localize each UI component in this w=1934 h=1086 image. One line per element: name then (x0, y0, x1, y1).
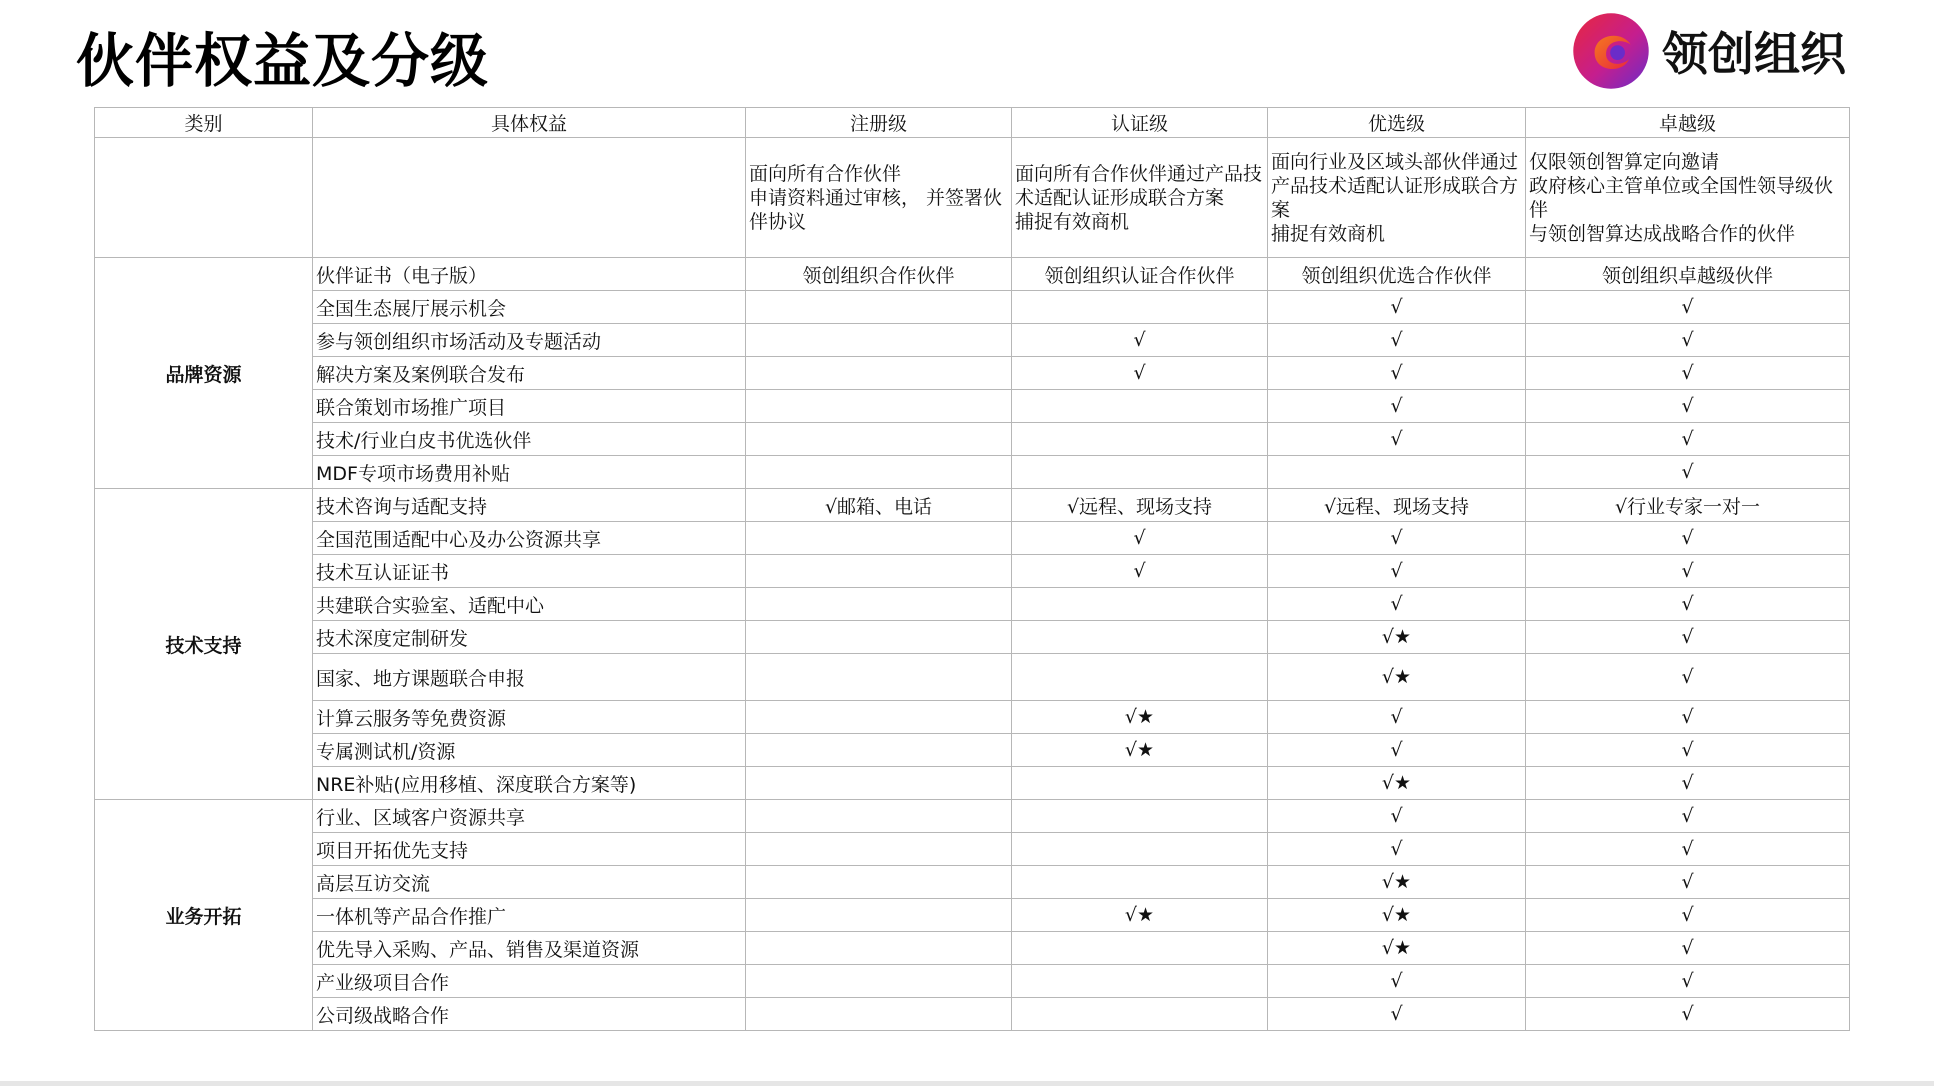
header-excellent-level: 卓越级 (1526, 108, 1850, 138)
desc-line: 与领创智算达成战略合作的伙伴 (1529, 222, 1796, 245)
preferred-cell: 领创组织优选合作伙伴 (1268, 258, 1526, 291)
benefits-table (94, 107, 1850, 1031)
certified-cell: √远程、现场支持 (1012, 489, 1268, 522)
excellent-cell: 领创组织卓越级伙伴 (1526, 258, 1850, 291)
preferred-cell: √ (1268, 701, 1526, 734)
level-description-row (95, 138, 1850, 258)
table-header-row (95, 108, 1850, 138)
desc-line: 捕捉有效商机 (1015, 210, 1130, 233)
desc-certified (1012, 138, 1268, 258)
header-preferred-level: 优选级 (1268, 108, 1526, 138)
table-row (95, 621, 1850, 654)
preferred-cell: √★ (1268, 621, 1526, 654)
excellent-cell: √ (1526, 998, 1850, 1031)
certified-cell: √ (1012, 522, 1268, 555)
register-cell (746, 324, 1012, 357)
register-cell (746, 555, 1012, 588)
brand-name: 领创组织 (1662, 27, 1846, 81)
certified-cell (1012, 654, 1268, 701)
benefit-cell: 国家、地方课题联合申报 (313, 654, 746, 701)
register-cell (746, 998, 1012, 1031)
excellent-cell: √ (1526, 833, 1850, 866)
preferred-cell: √ (1268, 734, 1526, 767)
desc-register (746, 138, 1012, 258)
preferred-cell: √ (1268, 800, 1526, 833)
preferred-cell: √★ (1268, 866, 1526, 899)
benefit-cell: 技术咨询与适配支持 (313, 489, 746, 522)
register-cell (746, 423, 1012, 456)
desc-preferred (1268, 138, 1526, 258)
excellent-cell: √ (1526, 390, 1850, 423)
preferred-cell: √ (1268, 998, 1526, 1031)
preferred-cell: √ (1268, 291, 1526, 324)
register-cell: 领创组织合作伙伴 (746, 258, 1012, 291)
excellent-cell: √ (1526, 621, 1850, 654)
excellent-cell: √ (1526, 456, 1850, 489)
benefit-cell: 全国范围适配中心及办公资源共享 (313, 522, 746, 555)
category-tech: 技术支持 (95, 489, 313, 800)
excellent-cell: √ (1526, 324, 1850, 357)
preferred-cell: √ (1268, 324, 1526, 357)
excellent-cell: √ (1526, 654, 1850, 701)
benefit-cell: 伙伴证书（电子版） (313, 258, 746, 291)
excellent-cell: √ (1526, 734, 1850, 767)
benefit-cell: 技术深度定制研发 (313, 621, 746, 654)
table-row (95, 522, 1850, 555)
table-row (95, 701, 1850, 734)
certified-cell (1012, 833, 1268, 866)
table-row (95, 588, 1850, 621)
header-benefit: 具体权益 (313, 108, 746, 138)
desc-empty (313, 138, 746, 258)
excellent-cell: √ (1526, 357, 1850, 390)
excellent-cell: √ (1526, 701, 1850, 734)
table-row (95, 324, 1850, 357)
certified-cell (1012, 291, 1268, 324)
slide-bottom-bar (0, 1081, 1934, 1086)
benefit-cell: 全国生态展厅展示机会 (313, 291, 746, 324)
certified-cell (1012, 965, 1268, 998)
certified-cell: √★ (1012, 701, 1268, 734)
excellent-cell: √ (1526, 555, 1850, 588)
preferred-cell: √远程、现场支持 (1268, 489, 1526, 522)
benefit-cell: 高层互访交流 (313, 866, 746, 899)
table-row (95, 734, 1850, 767)
register-cell (746, 654, 1012, 701)
preferred-cell: √★ (1268, 654, 1526, 701)
preferred-cell: √★ (1268, 899, 1526, 932)
register-cell (746, 866, 1012, 899)
table-row (95, 833, 1850, 866)
desc-line: 面向所有合作伙伴通过产品技术适配认证形成联合方案 (1015, 162, 1263, 209)
excellent-cell: √ (1526, 800, 1850, 833)
table-row (95, 357, 1850, 390)
certified-cell: √★ (1012, 734, 1268, 767)
certified-cell (1012, 998, 1268, 1031)
register-cell (746, 767, 1012, 800)
certified-cell: √ (1012, 324, 1268, 357)
excellent-cell: √ (1526, 932, 1850, 965)
register-cell (746, 800, 1012, 833)
preferred-cell: √ (1268, 390, 1526, 423)
excellent-cell: √ (1526, 965, 1850, 998)
certified-cell (1012, 932, 1268, 965)
benefit-cell: 一体机等产品合作推广 (313, 899, 746, 932)
preferred-cell: √ (1268, 965, 1526, 998)
page-title: 伙伴权益及分级 (76, 27, 490, 95)
excellent-cell: √ (1526, 588, 1850, 621)
table-row (95, 423, 1850, 456)
benefit-cell: 行业、区域客户资源共享 (313, 800, 746, 833)
table-row (95, 390, 1850, 423)
header-register-level: 注册级 (746, 108, 1012, 138)
register-cell (746, 965, 1012, 998)
benefit-cell: 技术/行业白皮书优选伙伴 (313, 423, 746, 456)
preferred-cell: √ (1268, 555, 1526, 588)
register-cell (746, 701, 1012, 734)
benefit-cell: 项目开拓优先支持 (313, 833, 746, 866)
benefit-cell: NRE补贴(应用移植、深度联合方案等) (313, 767, 746, 800)
certified-cell (1012, 390, 1268, 423)
register-cell (746, 456, 1012, 489)
register-cell (746, 621, 1012, 654)
benefit-cell: 公司级战略合作 (313, 998, 746, 1031)
desc-line: 政府核心主管单位或全国性领导级伙伴 (1529, 174, 1834, 221)
benefit-cell: 联合策划市场推广项目 (313, 390, 746, 423)
excellent-cell: √ (1526, 522, 1850, 555)
preferred-cell: √★ (1268, 767, 1526, 800)
certified-cell (1012, 767, 1268, 800)
certified-cell (1012, 588, 1268, 621)
excellent-cell: √行业专家一对一 (1526, 489, 1850, 522)
register-cell (746, 357, 1012, 390)
benefit-cell: 专属测试机/资源 (313, 734, 746, 767)
certified-cell: √ (1012, 357, 1268, 390)
table-row (95, 291, 1850, 324)
preferred-cell: √ (1268, 423, 1526, 456)
preferred-cell: √ (1268, 522, 1526, 555)
certified-cell (1012, 800, 1268, 833)
register-cell (746, 390, 1012, 423)
register-cell (746, 522, 1012, 555)
excellent-cell: √ (1526, 423, 1850, 456)
header-category: 类别 (95, 108, 313, 138)
table-row (95, 654, 1850, 701)
category-brand: 品牌资源 (95, 258, 313, 489)
certified-cell: √ (1012, 555, 1268, 588)
benefit-cell: MDF专项市场费用补贴 (313, 456, 746, 489)
preferred-cell: √ (1268, 357, 1526, 390)
brand-logo (1570, 10, 1846, 92)
benefit-cell: 参与领创组织市场活动及专题活动 (313, 324, 746, 357)
swirl-logo-icon (1570, 10, 1652, 92)
excellent-cell: √ (1526, 866, 1850, 899)
table-row (95, 932, 1850, 965)
desc-line: 面向行业及区域头部伙伴通过产品技术适配认证形成联合方案 (1271, 150, 1519, 221)
preferred-cell: √★ (1268, 932, 1526, 965)
excellent-cell: √ (1526, 899, 1850, 932)
category-business: 业务开拓 (95, 800, 313, 1031)
table-row (95, 800, 1850, 833)
desc-excellent (1526, 138, 1850, 258)
preferred-cell: √ (1268, 588, 1526, 621)
table-row (95, 899, 1850, 932)
desc-line: 仅限领创智算定向邀请 (1529, 150, 1720, 173)
excellent-cell: √ (1526, 767, 1850, 800)
register-cell (746, 932, 1012, 965)
register-cell (746, 588, 1012, 621)
table-row (95, 998, 1850, 1031)
benefit-cell: 共建联合实验室、适配中心 (313, 588, 746, 621)
certified-cell: √★ (1012, 899, 1268, 932)
desc-line: 申请资料通过审核， 并签署伙伴协议 (749, 186, 1003, 233)
benefit-cell: 技术互认证证书 (313, 555, 746, 588)
preferred-cell: √ (1268, 833, 1526, 866)
register-cell (746, 899, 1012, 932)
desc-empty (95, 138, 313, 258)
register-cell: √邮箱、电话 (746, 489, 1012, 522)
benefit-cell: 优先导入采购、产品、销售及渠道资源 (313, 932, 746, 965)
register-cell (746, 734, 1012, 767)
excellent-cell: √ (1526, 291, 1850, 324)
table-row (95, 555, 1850, 588)
desc-line: 捕捉有效商机 (1271, 222, 1386, 245)
register-cell (746, 291, 1012, 324)
benefit-cell: 产业级项目合作 (313, 965, 746, 998)
certified-cell (1012, 456, 1268, 489)
certified-cell (1012, 866, 1268, 899)
table-row (95, 767, 1850, 800)
benefit-cell: 解决方案及案例联合发布 (313, 357, 746, 390)
table-row (95, 489, 1850, 522)
certified-cell (1012, 423, 1268, 456)
table-row (95, 965, 1850, 998)
certified-cell: 领创组织认证合作伙伴 (1012, 258, 1268, 291)
table-row (95, 456, 1850, 489)
table-row (95, 258, 1850, 291)
table-row (95, 866, 1850, 899)
benefit-cell: 计算云服务等免费资源 (313, 701, 746, 734)
preferred-cell (1268, 456, 1526, 489)
desc-line: 面向所有合作伙伴 (749, 162, 902, 185)
header-certified-level: 认证级 (1012, 108, 1268, 138)
register-cell (746, 833, 1012, 866)
certified-cell (1012, 621, 1268, 654)
